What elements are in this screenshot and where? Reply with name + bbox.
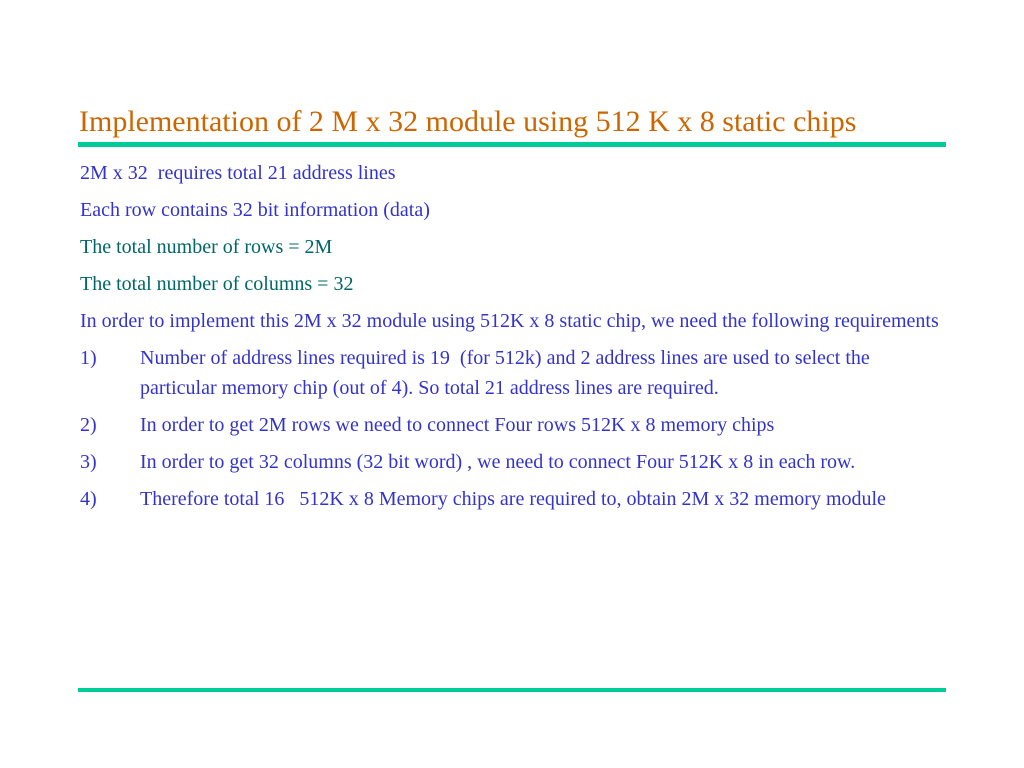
list-item-text: Therefore total 16 512K x 8 Memory chips are required to, obtain 2M x 32 memory module [140,488,886,510]
list-item-number: 2) [80,414,97,436]
slide-title: Implementation of 2 M x 32 module using 512 K x 8 static chips [79,105,857,138]
list-item-number: 4) [80,488,97,510]
list-item [80,447,950,477]
list-item-number: 1) [80,347,97,369]
list-item-number: 3) [80,451,97,473]
body-line-row-contents: Each row contains 32 bit information (data) [80,199,430,221]
list-item [80,484,950,514]
slide-body [80,158,950,521]
footer-divider [78,688,946,692]
body-line-total-columns: The total number of columns = 32 [80,273,354,295]
list-item-text: In order to get 2M rows we need to connect Four rows 512K x 8 memory chips [140,414,775,436]
body-line-requirements-intro: In order to implement this 2M x 32 module using 512K x 8 static chip, we need the following requirements [80,310,939,332]
title-divider [78,142,946,147]
list-item [80,410,950,440]
body-line-total-rows: The total number of rows = 2M [80,236,333,258]
list-item-text: In order to get 32 columns (32 bit word) , we need to connect Four 512K x 8 in each row. [140,451,856,473]
body-line-address-lines: 2M x 32 requires total 21 address lines [80,162,396,184]
list-item [80,343,950,403]
list-item-text: Number of address lines required is 19 (for 512k) and 2 address lines are used to select the particular memory chip (out of 4). So total 21 address lines are required. [140,347,875,399]
